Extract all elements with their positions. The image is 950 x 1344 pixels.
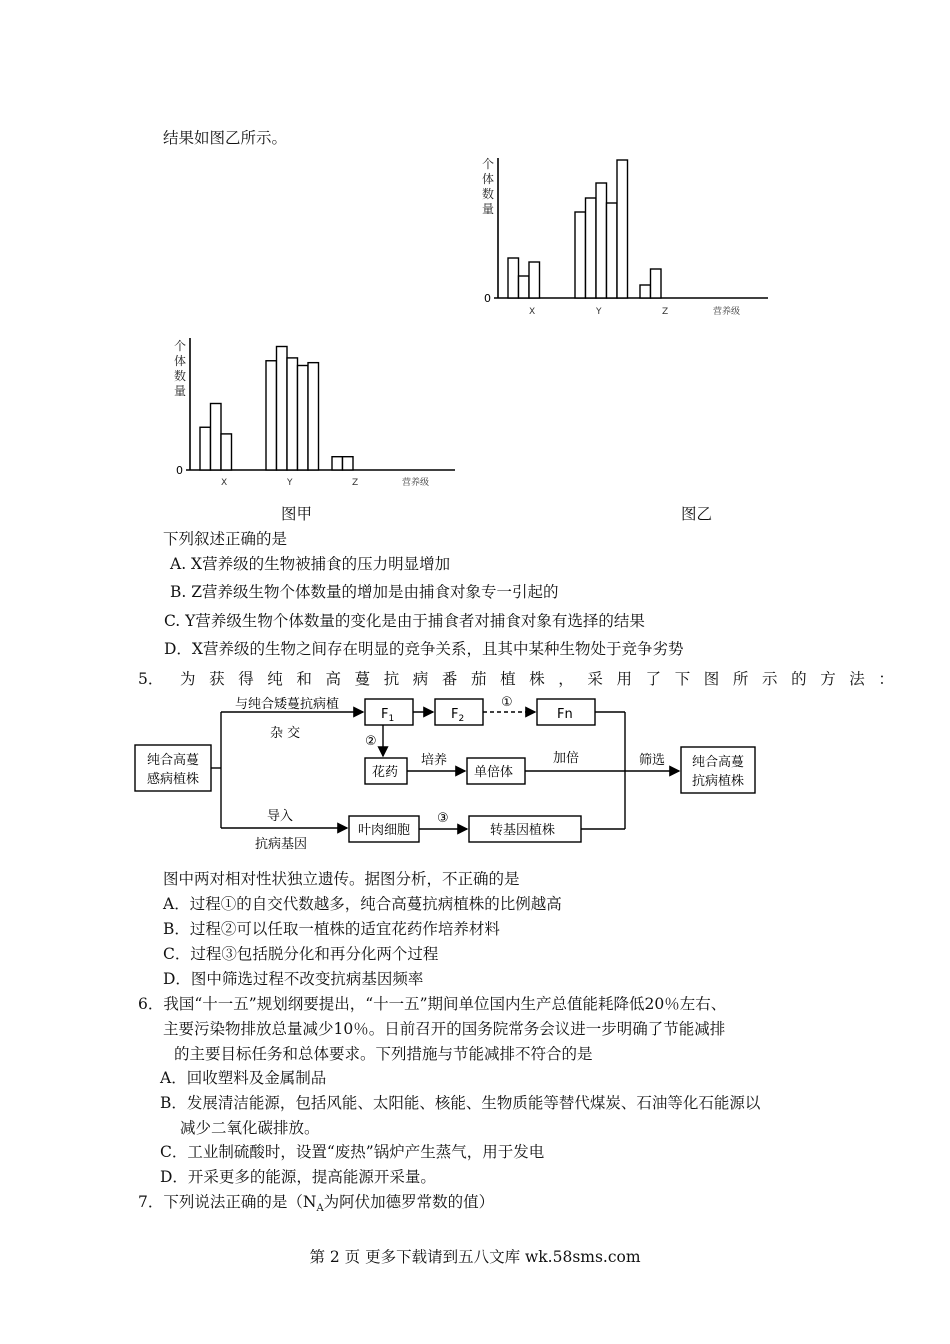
q7-stem: 7．下列说法正确的是（$N_A$为阿伏加德罗常数的值） bbox=[138, 1193, 495, 1215]
bar-y-5 bbox=[617, 160, 628, 298]
y-label-char: 量 bbox=[174, 384, 187, 398]
intro-text: 结果如图乙所示。 bbox=[163, 129, 288, 147]
q4-stem: 下列叙述正确的是 bbox=[163, 530, 288, 548]
bar-z-1 bbox=[640, 285, 651, 298]
figure-yi-chart bbox=[470, 150, 780, 325]
bar-z-2 bbox=[343, 457, 354, 470]
x-tick-label: X bbox=[529, 307, 536, 317]
x-axis-label: 营养级 bbox=[402, 478, 430, 488]
bars bbox=[200, 347, 353, 471]
q6-option-b: B．发展清洁能源，包括风能、太阳能、核能、生物质能等替代煤炭、石油等化石能源以 bbox=[160, 1094, 761, 1112]
start-label-1: 纯合高蔓 bbox=[146, 753, 200, 768]
y-axis-label bbox=[174, 339, 186, 398]
origin-label: 0 bbox=[176, 464, 183, 477]
q5-option-c: C．过程③包括脱分化和再分化两个过程 bbox=[163, 945, 439, 963]
q5-option-b: B．过程②可以任取一植株的适宜花药作培养材料 bbox=[163, 920, 500, 938]
bar-y-5 bbox=[308, 363, 319, 470]
y-label-char: 量 bbox=[482, 202, 495, 216]
x-tick-label: Z bbox=[662, 307, 669, 317]
process-3-marker: ③ bbox=[437, 811, 449, 826]
bar-y-1 bbox=[575, 212, 586, 298]
y-label-char: 数 bbox=[482, 187, 495, 201]
bar-y-2 bbox=[277, 347, 288, 471]
select-label: 筛选 bbox=[639, 753, 666, 768]
resistance-gene-label: 抗病基因 bbox=[255, 837, 308, 850]
origin-label: 0 bbox=[484, 292, 491, 305]
q6-line-2: 主要污染物排放总量减少10％。日前召开的国务院常务会议进一步明确了节能减排 bbox=[163, 1020, 726, 1038]
import-label: 导入 bbox=[267, 809, 294, 824]
figure-yi-caption: 图乙 bbox=[681, 505, 713, 523]
process-1-marker: ① bbox=[501, 695, 513, 710]
q4-option-c: C. Y营养级生物个体数量的变化是由于捕食者对捕食对象有选择的结果 bbox=[164, 612, 645, 630]
f2-label: $F_2$ bbox=[451, 707, 465, 724]
anther-label: 花药 bbox=[372, 765, 399, 780]
figure-jia-caption: 图甲 bbox=[281, 505, 313, 523]
fn-label: Fn bbox=[557, 707, 573, 722]
breeding-flow-diagram bbox=[125, 690, 770, 850]
x-axis-label: 营养级 bbox=[713, 307, 741, 317]
q5-note: 图中两对相对性状独立遗传。据图分析，不正确的是 bbox=[163, 870, 520, 888]
bar-y-3 bbox=[596, 183, 607, 298]
bar-x-1 bbox=[200, 427, 211, 470]
cross-label-2: 杂 交 bbox=[270, 726, 301, 741]
bar-z-1 bbox=[332, 457, 343, 470]
q4-option-d: D．X营养级的生物之间存在明显的竞争关系，且其中某种生物处于竞争劣势 bbox=[164, 640, 684, 658]
y-label-char: 体 bbox=[174, 354, 187, 368]
q6-line-3: 的主要目标任务和总体要求。下列措施与节能减排不符合的是 bbox=[174, 1045, 593, 1063]
bar-y-3 bbox=[287, 358, 298, 470]
end-label-1: 纯合高蔓 bbox=[691, 755, 745, 770]
leaf-cell-label: 叶肉细胞 bbox=[358, 823, 411, 838]
bar-x-1 bbox=[508, 258, 519, 298]
q4-option-b: B. Z营养级生物个体数量的增加是由捕食对象专一引起的 bbox=[170, 583, 559, 601]
transgenic-label: 转基因植株 bbox=[490, 823, 556, 838]
q5-option-d: D．图中筛选过程不改变抗病基因频率 bbox=[163, 970, 424, 988]
page-footer: 第 2 页 更多下载请到五八文库 wk.58sms.com bbox=[309, 1248, 641, 1266]
q5-number: 5． bbox=[138, 670, 164, 688]
y-label-char: 个 bbox=[174, 339, 187, 353]
x-tick-label: Y bbox=[287, 478, 293, 488]
f1-label: $F_1$ bbox=[381, 707, 395, 724]
process-2-marker: ② bbox=[365, 734, 377, 749]
y-label-char: 个 bbox=[482, 157, 495, 171]
y-label-char: 体 bbox=[482, 172, 495, 186]
x-tick-label: Y bbox=[596, 307, 602, 317]
q6-option-a: A．回收塑料及金属制品 bbox=[160, 1069, 327, 1087]
bar-y-4 bbox=[607, 203, 618, 298]
bar-y-4 bbox=[298, 366, 309, 471]
end-label-2: 抗病植株 bbox=[691, 774, 745, 789]
bar-x-2 bbox=[519, 276, 530, 298]
bar-y-1 bbox=[266, 361, 277, 470]
start-label-2: 感病植株 bbox=[146, 772, 200, 787]
q6-option-b-cont: 减少二氧化碳排放。 bbox=[180, 1119, 320, 1137]
cross-label: 与纯合矮蔓抗病植 bbox=[235, 697, 340, 712]
bar-z-2 bbox=[651, 269, 662, 298]
bar-x-2 bbox=[211, 404, 222, 471]
bar-x-3 bbox=[529, 262, 540, 298]
bar-x-3 bbox=[221, 434, 232, 470]
haploid-label: 单倍体 bbox=[474, 765, 514, 780]
x-tick-label: Z bbox=[352, 478, 359, 488]
x-tick-label: X bbox=[221, 478, 228, 488]
q5-option-a: A．过程①的自交代数越多，纯合高蔓抗病植株的比例越高 bbox=[163, 895, 562, 913]
figure-jia-chart bbox=[162, 330, 467, 495]
q6-option-c: C．工业制硫酸时，设置“废热”锅炉产生蒸气，用于发电 bbox=[160, 1143, 545, 1161]
culture-label: 培养 bbox=[421, 753, 448, 768]
bar-y-2 bbox=[586, 198, 597, 298]
q4-option-a: A. X营养级的生物被捕食的压力明显增加 bbox=[170, 555, 451, 573]
q6-line-1: 6．我国“十一五”规划纲要提出，“十一五”期间单位国内生产总值能耗降低20％左右、 bbox=[138, 995, 727, 1013]
y-axis-label bbox=[482, 157, 494, 216]
bars bbox=[508, 160, 661, 298]
q6-option-d: D．开采更多的能源，提高能源开采量。 bbox=[160, 1168, 436, 1186]
y-label-char: 数 bbox=[174, 369, 187, 383]
doubling-label: 加倍 bbox=[553, 751, 580, 766]
q5-stem: 为获得纯和高蔓抗病番茄植株，采用了下图所示的方法： bbox=[180, 670, 908, 688]
